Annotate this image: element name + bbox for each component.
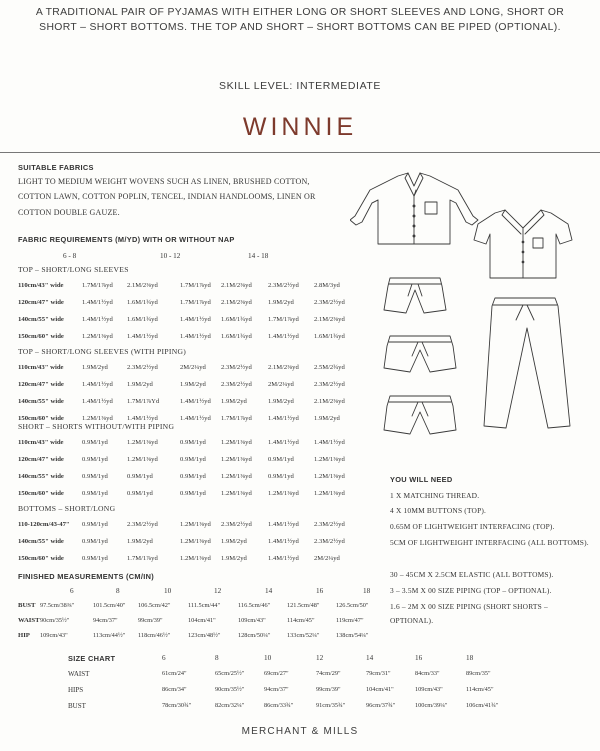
fabric-amount-cell: 1.9M/2yd (314, 415, 340, 422)
size-chart-size-header: 10 (264, 654, 272, 662)
size-chart-cell: 82cm/32¼" (215, 702, 245, 709)
fabric-width-label: 140cm/55" wide (18, 316, 64, 323)
fabric-amount-cell: 0.9M/1yd (180, 439, 206, 446)
fabric-amount-cell: 2.3M/2½yd (127, 364, 158, 371)
finished-measurement-cell: 126.5cm/50" (336, 602, 369, 609)
you-will-need-item: 3 – 3.5M X 00 SIZE PIPING (TOP – OPTIONAL). (390, 586, 552, 595)
size-chart-cell: 65cm/25½" (215, 670, 245, 677)
size-chart-cell: 104cm/41" (366, 686, 394, 693)
fabric-width-label: 140cm/55" wide (18, 398, 64, 405)
fabric-amount-cell: 0.9M/1yd (180, 473, 206, 480)
fabric-amount-cell: 1.9M/2yd (221, 555, 247, 562)
finished-size-header: 8 (116, 587, 120, 595)
fabric-amount-cell: 1.4M/1½yd (82, 299, 113, 306)
fabric-width-label: 120cm/47" wide (18, 381, 64, 388)
fabric-amount-cell: 1.6M/1¾yd (127, 316, 158, 323)
fabric-amount-cell: 2.1M/2⅜yd (314, 398, 345, 405)
finished-measurement-cell: 114cm/45" (287, 617, 315, 624)
size-chart-cell: 86cm/33¾" (264, 702, 294, 709)
fabric-section-title: SHORT – SHORTS WITHOUT/WITH PIPING (18, 422, 175, 431)
fabric-amount-cell: 1.7M/1⅞Yd (127, 398, 160, 405)
fabric-amount-cell: 0.9M/1yd (180, 490, 206, 497)
fabric-amount-cell: 2.1M/2⅜yd (314, 316, 345, 323)
fabric-amount-cell: 1.2M/1⅜yd (180, 521, 211, 528)
finished-measurement-cell: 119cm/47" (336, 617, 364, 624)
fabric-width-label: 150cm/60" wide (18, 333, 64, 340)
finished-size-header: 10 (164, 587, 172, 595)
fabric-amount-cell: 1.7M/1⅞yd (127, 555, 158, 562)
fabric-amount-cell: 1.9M/2yd (268, 398, 294, 405)
fabric-section-title: BOTTOMS – SHORT/LONG (18, 504, 116, 513)
title-divider (0, 152, 600, 153)
size-chart-size-header: 8 (215, 654, 219, 662)
fabric-amount-cell: 2M/2¼yd (268, 381, 294, 388)
finished-measurement-cell: 128cm/50¼" (238, 632, 271, 639)
finished-measurement-cell: 118cm/46½" (138, 632, 171, 639)
suitable-fabrics-heading: SUITABLE FABRICS (18, 163, 94, 172)
fabric-amount-cell: 1.7M/1⅞yd (82, 282, 113, 289)
finished-measurements-heading: FINISHED MEASUREMENTS (CM/IN) (18, 572, 154, 581)
size-chart-cell: 99cm/39" (316, 686, 341, 693)
size-chart-cell: 69cm/27" (264, 670, 289, 677)
size-chart-cell: 106cm/41¾" (466, 702, 499, 709)
finished-measurement-cell: 97.5cm/38⅜" (40, 602, 75, 609)
finished-measurement-label: HIP (18, 632, 30, 639)
finished-measurement-cell: 106.5cm/42" (138, 602, 171, 609)
size-chart-label: HIPS (68, 686, 84, 694)
size-chart-label: WAIST (68, 670, 90, 678)
finished-measurement-cell: 104cm/41" (188, 617, 216, 624)
fabric-amount-cell: 2.1M/2⅜yd (221, 282, 252, 289)
finished-measurement-cell: 123cm/48½" (188, 632, 221, 639)
size-column-header: 10 - 12 (160, 252, 181, 260)
fabric-width-label: 120cm/47" wide (18, 299, 64, 306)
you-will-need-item: 1.6 – 2M X 00 SIZE PIPING (SHORT SHORTS – OPTIONAL). (390, 602, 548, 625)
fabric-amount-cell: 1.4M/1½yd (180, 398, 211, 405)
size-chart-cell: 114cm/45" (466, 686, 494, 693)
size-chart-cell: 89cm/35" (466, 670, 491, 677)
size-chart-heading: SIZE CHART (68, 654, 116, 663)
fabric-width-label: 150cm/60" wide (18, 415, 64, 422)
fabric-amount-cell: 2.5M/2¾yd (314, 364, 345, 371)
size-column-header: 6 - 8 (63, 252, 77, 260)
size-chart-size-header: 12 (316, 654, 324, 662)
fabric-requirements-heading: FABRIC REQUIREMENTS (M/YD) WITH OR WITHOUT NAP (18, 235, 235, 244)
finished-measurement-label: BUST (18, 602, 36, 609)
fabric-amount-cell: 0.9M/1yd (82, 473, 108, 480)
fabric-amount-cell: 0.9M/1yd (82, 439, 108, 446)
fabric-amount-cell: 1.4M/1½yd (180, 316, 211, 323)
fabric-amount-cell: 0.9M/1yd (127, 490, 153, 497)
fabric-width-label: 110-120cm/43-47" (18, 521, 70, 528)
you-will-need-item: 4 X 10MM BUTTONS (TOP). (390, 506, 487, 515)
fabric-amount-cell: 1.4M/1½yd (268, 439, 299, 446)
size-chart-cell: 86cm/34" (162, 686, 187, 693)
fabric-amount-cell: 1.2M/1⅜yd (268, 490, 299, 497)
fabric-amount-cell: 2.1M/2⅜yd (221, 299, 252, 306)
fabric-amount-cell: 1.2M/1⅜yd (314, 473, 345, 480)
fabric-amount-cell: 1.2M/1⅜yd (221, 439, 252, 446)
fabric-amount-cell: 1.2M/1⅜yd (127, 456, 158, 463)
fabric-amount-cell: 2.1M/2⅜yd (268, 364, 299, 371)
long-trousers-icon (484, 298, 570, 428)
finished-size-header: 12 (214, 587, 222, 595)
fabric-amount-cell: 1.6M/1¾yd (221, 316, 252, 323)
size-chart-cell: 84cm/33" (415, 670, 440, 677)
fabric-amount-cell: 1.4M/1½yd (268, 555, 299, 562)
finished-size-header: 18 (363, 587, 371, 595)
fabric-width-label: 140cm/55" wide (18, 538, 64, 545)
fabric-amount-cell: 1.2M/1⅜yd (314, 456, 345, 463)
pattern-title: WINNIE (242, 113, 358, 141)
fabric-amount-cell: 1.4M/1½yd (268, 521, 299, 528)
fabric-amount-cell: 1.9M/2yd (127, 381, 153, 388)
fabric-amount-cell: 1.9M/2yd (221, 538, 247, 545)
finished-measurement-cell: 90cm/35½" (40, 617, 70, 624)
size-chart-size-header: 14 (366, 654, 374, 662)
size-chart-cell: 109cm/43" (415, 686, 443, 693)
fabric-amount-cell: 1.4M/1½yd (127, 415, 158, 422)
size-chart-cell: 74cm/29" (316, 670, 341, 677)
size-chart-cell: 94cm/37" (264, 686, 289, 693)
you-will-need-heading: YOU WILL NEED (390, 475, 453, 484)
size-chart-cell: 78cm/30¾" (162, 702, 192, 709)
fabric-amount-cell: 2.3M/2½yd (314, 381, 345, 388)
fabric-amount-cell: 1.6M/1¾yd (314, 333, 345, 340)
fabric-amount-cell: 0.9M/1yd (82, 456, 108, 463)
short-sleeve-shirt-icon (474, 210, 572, 278)
skill-level: SKILL LEVEL: INTERMEDIATE (218, 80, 382, 92)
fabric-amount-cell: 1.9M/2yd (180, 381, 206, 388)
you-will-need-item: 0.65M OF LIGHTWEIGHT INTERFACING (TOP). (390, 522, 555, 531)
fabric-amount-cell: 0.9M/1yd (82, 521, 108, 528)
finished-measurement-label: WAIST (18, 617, 40, 624)
you-will-need-item: 5CM OF LIGHTWEIGHT INTERFACING (ALL BOTTOMS). (390, 538, 589, 547)
fabric-amount-cell: 2.3M/2½yd (221, 521, 252, 528)
fabric-amount-cell: 1.2M/1⅜yd (221, 456, 252, 463)
fabric-width-label: 150cm/60" wide (18, 555, 64, 562)
fabric-amount-cell: 1.7M/1⅞yd (180, 299, 211, 306)
fabric-amount-cell: 1.2M/1⅜yd (180, 555, 211, 562)
garment-illustrations (350, 158, 600, 470)
suitable-fabrics-text: LIGHT TO MEDIUM WEIGHT WOVENS SUCH AS LINEN, BRUSHED COTTON, COTTON LAWN, COTTON POPLIN, TENCEL, INDIAN HANDLOOMS, LINEN OR COTTON DOUBLE GAUZE. (18, 177, 316, 217)
finished-measurement-cell: 111.5cm/44" (188, 602, 221, 609)
fabric-amount-cell: 1.7M/1⅞yd (268, 316, 299, 323)
fabric-amount-cell: 2.3M/2½yd (314, 521, 345, 528)
fabric-amount-cell: 1.4M/1½yd (268, 415, 299, 422)
you-will-need-item: 30 – 45CM X 2.5CM ELASTIC (ALL BOTTOMS). (390, 570, 554, 579)
fabric-amount-cell: 1.9M/2yd (127, 538, 153, 545)
fabric-section-title: TOP – SHORT/LONG SLEEVES (18, 265, 129, 274)
fabric-amount-cell: 1.4M/1½yd (82, 316, 113, 323)
fabric-width-label: 110cm/43" wide (18, 439, 64, 446)
fabric-amount-cell: 0.9M/1yd (127, 473, 153, 480)
finished-size-header: 6 (70, 587, 74, 595)
fabric-amount-cell: 2.3M/2½yd (221, 381, 252, 388)
finished-size-header: 16 (316, 587, 324, 595)
finished-measurement-cell: 101.5cm/40" (93, 602, 126, 609)
pattern-description: A TRADITIONAL PAIR OF PYJAMAS WITH EITHER LONG OR SHORT SLEEVES AND LONG, SHORT OR SHORT – SHORT BOTTOMS. THE TOP AND SHORT – SHORT BOTTOMS CAN BE PIPED (OPTIONAL). (35, 7, 565, 33)
fabric-amount-cell: 1.4M/1½yd (268, 538, 299, 545)
fabric-amount-cell: 1.4M/1½yd (82, 381, 113, 388)
fabric-amount-cell: 1.4M/1½yd (180, 415, 211, 422)
fabric-amount-cell: 1.2M/1⅜yd (180, 538, 211, 545)
fabric-width-label: 110cm/43" wide (18, 364, 64, 371)
fabric-amount-cell: 1.9M/2yd (82, 364, 108, 371)
finished-measurement-cell: 113cm/44½" (93, 632, 126, 639)
fabric-amount-cell: 0.9M/1yd (82, 555, 108, 562)
brand-footer: MERCHANT & MILLS (241, 726, 359, 737)
size-chart-cell: 61cm/24" (162, 670, 187, 677)
fabric-amount-cell: 1.4M/1½yd (268, 333, 299, 340)
fabric-amount-cell: 2.3M/2½yd (221, 364, 252, 371)
fabric-amount-cell: 0.9M/1yd (268, 456, 294, 463)
finished-measurement-cell: 109cm/43" (40, 632, 68, 639)
fabric-amount-cell: 0.9M/1yd (82, 490, 108, 497)
size-chart-label: BUST (68, 702, 86, 710)
fabric-amount-cell: 1.4M/1½yd (82, 398, 113, 405)
fabric-amount-cell: 2.8M/3yd (314, 282, 340, 289)
fabric-amount-cell: 1.4M/1½yd (314, 439, 345, 446)
size-chart-cell: 96cm/37¾" (366, 702, 396, 709)
long-sleeve-shirt-icon (350, 173, 478, 244)
fabric-amount-cell: 1.2M/1⅜yd (221, 490, 252, 497)
short-shorts-icon (384, 396, 456, 434)
finished-measurement-cell: 121.5cm/48" (287, 602, 320, 609)
fabric-amount-cell: 1.9M/2yd (221, 398, 247, 405)
fabric-amount-cell: 1.4M/1½yd (127, 333, 158, 340)
size-chart-cell: 91cm/35¾" (316, 702, 346, 709)
fabric-amount-cell: 2.3M/2½yd (127, 521, 158, 528)
you-will-need-item: 1 X MATCHING THREAD. (390, 491, 480, 500)
size-chart-size-header: 18 (466, 654, 474, 662)
fabric-section-title: TOP – SHORT/LONG SLEEVES (WITH PIPING) (18, 347, 187, 356)
fabric-amount-cell: 1.2M/1⅜yd (221, 473, 252, 480)
size-chart-size-header: 6 (162, 654, 166, 662)
fabric-amount-cell: 1.9M/2yd (268, 299, 294, 306)
size-chart-size-header: 16 (415, 654, 423, 662)
size-chart-cell: 79cm/31" (366, 670, 391, 677)
fabric-amount-cell: 1.2M/1⅜yd (127, 439, 158, 446)
fabric-amount-cell: 0.9M/1yd (82, 538, 108, 545)
finished-measurement-cell: 99cm/39" (138, 617, 163, 624)
finished-measurement-cell: 109cm/43" (238, 617, 266, 624)
fabric-width-label: 140cm/55" wide (18, 473, 64, 480)
piped-shorts-icon (384, 336, 456, 372)
shorts-icon (384, 278, 446, 313)
finished-measurement-cell: 116.5cm/46" (238, 602, 271, 609)
size-column-header: 14 - 18 (248, 252, 269, 260)
fabric-amount-cell: 1.2M/1⅜yd (82, 415, 113, 422)
fabric-amount-cell: 1.7M/1⅞yd (221, 415, 252, 422)
fabric-width-label: 120cm/47" wide (18, 456, 64, 463)
fabric-amount-cell: 1.7M/1⅞yd (180, 282, 211, 289)
fabric-amount-cell: 0.9M/1yd (268, 473, 294, 480)
finished-measurement-cell: 138cm/54¼" (336, 632, 369, 639)
fabric-amount-cell: 2.3M/2½yd (268, 282, 299, 289)
fabric-amount-cell: 0.9M/1yd (180, 456, 206, 463)
fabric-amount-cell: 2M/2¼yd (180, 364, 206, 371)
fabric-amount-cell: 1.6M/1¾yd (127, 299, 158, 306)
fabric-amount-cell: 1.2M/1⅜yd (314, 490, 345, 497)
fabric-amount-cell: 2.1M/2⅜yd (127, 282, 158, 289)
fabric-amount-cell: 2.3M/2½yd (314, 299, 345, 306)
fabric-width-label: 110cm/43" wide (18, 282, 64, 289)
fabric-amount-cell: 1.6M/1¾yd (221, 333, 252, 340)
fabric-width-label: 150cm/60" wide (18, 490, 64, 497)
finished-measurement-cell: 133cm/52¼" (287, 632, 320, 639)
finished-measurement-cell: 94cm/37" (93, 617, 118, 624)
fabric-amount-cell: 1.2M/1⅜yd (82, 333, 113, 340)
fabric-amount-cell: 1.4M/1½yd (180, 333, 211, 340)
fabric-amount-cell: 2.3M/2½yd (314, 538, 345, 545)
size-chart-cell: 100cm/39¼" (415, 702, 448, 709)
finished-size-header: 14 (265, 587, 273, 595)
fabric-amount-cell: 2M/2¼yd (314, 555, 340, 562)
size-chart-cell: 90cm/35½" (215, 686, 245, 693)
